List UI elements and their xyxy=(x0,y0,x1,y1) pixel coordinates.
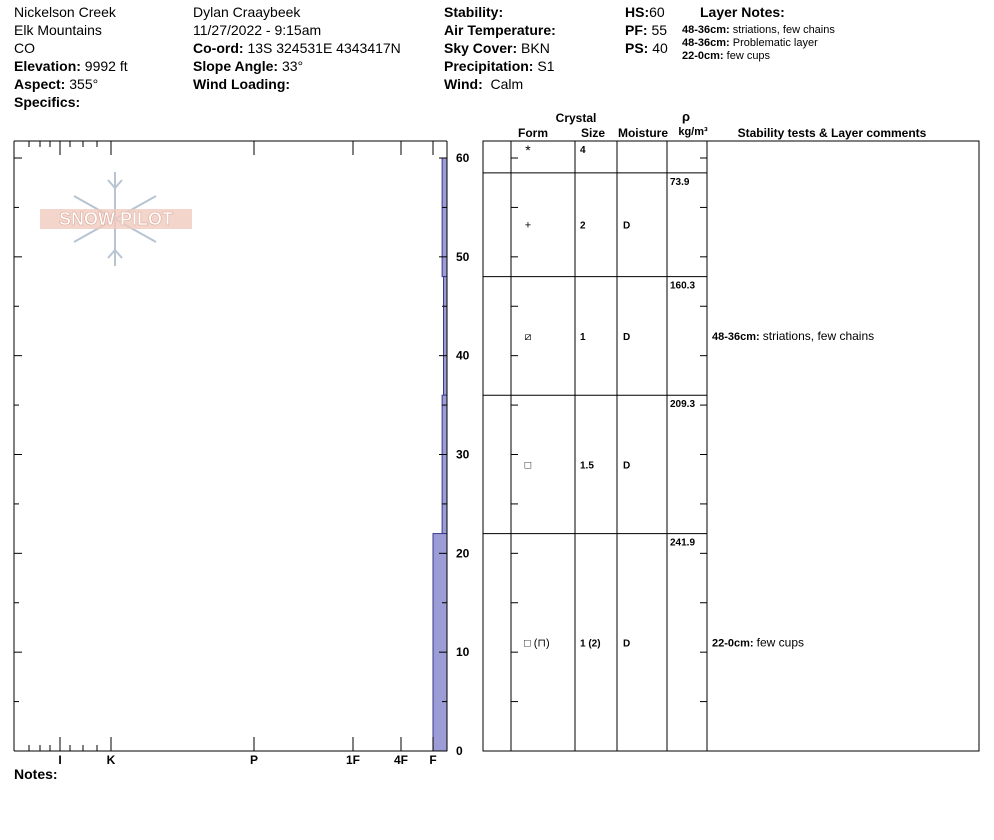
slope-label: Slope Angle: xyxy=(193,58,279,74)
y-tick-label: 10 xyxy=(456,645,470,660)
x-tick-label: 1F xyxy=(345,753,361,767)
y-tick-label: 50 xyxy=(456,249,470,264)
observer: Dylan Craaybeek xyxy=(193,4,301,20)
header-size: Size xyxy=(580,126,606,140)
x-tick-label: K xyxy=(106,753,116,767)
specifics-label: Specifics: xyxy=(14,94,81,110)
mountain-range: Elk Mountains xyxy=(14,22,102,38)
header-moisture: Moisture xyxy=(617,126,669,140)
layer-note: 22-0cm: few cups xyxy=(682,50,771,62)
x-tick-label: 4F xyxy=(393,753,409,767)
layer-note: 48-36cm: Problematic layer xyxy=(682,37,818,49)
sky-value: BKN xyxy=(521,40,550,56)
y-tick-label: 40 xyxy=(456,348,470,363)
moisture: D xyxy=(623,220,631,232)
notes-label: Notes: xyxy=(14,766,58,782)
x-tick-label: I xyxy=(58,753,62,767)
datetime: 11/27/2022 - 9:15am xyxy=(193,22,322,38)
aspect-value: 355° xyxy=(69,76,99,92)
sky-label: Sky Cover: xyxy=(444,40,518,56)
y-tick-label: 60 xyxy=(456,151,470,165)
y-tick-label: 0 xyxy=(456,744,463,758)
header-comments: Stability tests & Layer comments xyxy=(737,126,927,140)
ps-value: 40 xyxy=(652,40,668,56)
layer-comment: 48-36cm: striations, few chains xyxy=(712,328,875,343)
header-form: Form xyxy=(518,126,548,140)
grain-form: □ xyxy=(524,459,532,472)
pf-value: 55 xyxy=(651,22,668,38)
grain-size: 2 xyxy=(580,220,586,232)
state: CO xyxy=(14,40,35,56)
ps-label: PS: xyxy=(625,40,649,56)
moisture: D xyxy=(623,460,631,472)
hardness-bar xyxy=(442,158,447,277)
grain-form: ⧄ xyxy=(524,330,532,343)
hardness-bar xyxy=(433,534,447,751)
hardness-bar xyxy=(442,395,447,533)
pf-label: PF: xyxy=(625,22,648,38)
grain-size: 4 xyxy=(580,145,586,156)
grain-size: 1 (2) xyxy=(580,638,601,650)
precip-value: S1 xyxy=(537,58,555,74)
hs-value: 60 xyxy=(649,4,665,20)
slope-value: 33° xyxy=(281,58,304,74)
moisture: D xyxy=(623,331,631,343)
grain-form: * xyxy=(525,142,531,158)
header-density-unit: kg/m³ xyxy=(678,126,708,138)
layer-note: 48-36cm: striations, few chains xyxy=(682,24,835,36)
grain-size: 1.5 xyxy=(580,460,594,472)
y-tick-label: 30 xyxy=(456,447,470,462)
moisture: D xyxy=(623,638,631,650)
grain-size: 1 xyxy=(580,331,586,343)
layer-notes-title: Layer Notes: xyxy=(700,4,785,20)
grain-form: + xyxy=(524,219,532,232)
hs-label: HS: xyxy=(625,4,650,20)
density: 73.9 xyxy=(670,176,690,188)
aspect-label: Aspect: xyxy=(14,76,66,92)
header-crystal: Crystal xyxy=(555,111,597,125)
density: 160.3 xyxy=(670,280,696,292)
precip-label: Precipitation: xyxy=(444,58,534,74)
density: 209.3 xyxy=(670,399,696,411)
elevation-label: Elevation: xyxy=(14,58,81,74)
location: Nickelson Creek xyxy=(14,4,116,20)
wind-label: Wind: xyxy=(444,76,483,92)
hardness-bar xyxy=(444,277,448,396)
logo-text: SNOW PILOT xyxy=(59,209,173,229)
y-tick-label: 20 xyxy=(456,546,470,561)
grain-form: □ (⊓) xyxy=(524,637,550,650)
x-tick-label: F xyxy=(429,753,437,767)
wind-loading-label: Wind Loading: xyxy=(193,76,291,92)
coord-label: Co-ord: xyxy=(193,40,244,56)
layer-comment: 22-0cm: few cups xyxy=(712,635,804,650)
air-temp-label: Air Temperature: xyxy=(444,22,556,38)
x-tick-label: P xyxy=(249,753,259,767)
coord-value: 13S 324531E 4343417N xyxy=(247,40,401,56)
stability-label: Stability: xyxy=(444,4,504,20)
density: 241.9 xyxy=(670,537,696,549)
layer-table-frame xyxy=(483,141,979,751)
snowpilot-logo xyxy=(40,172,192,266)
header-rho: ρ xyxy=(681,109,691,124)
elevation-value: 9992 ft xyxy=(84,58,128,74)
wind-value: Calm xyxy=(490,76,524,92)
